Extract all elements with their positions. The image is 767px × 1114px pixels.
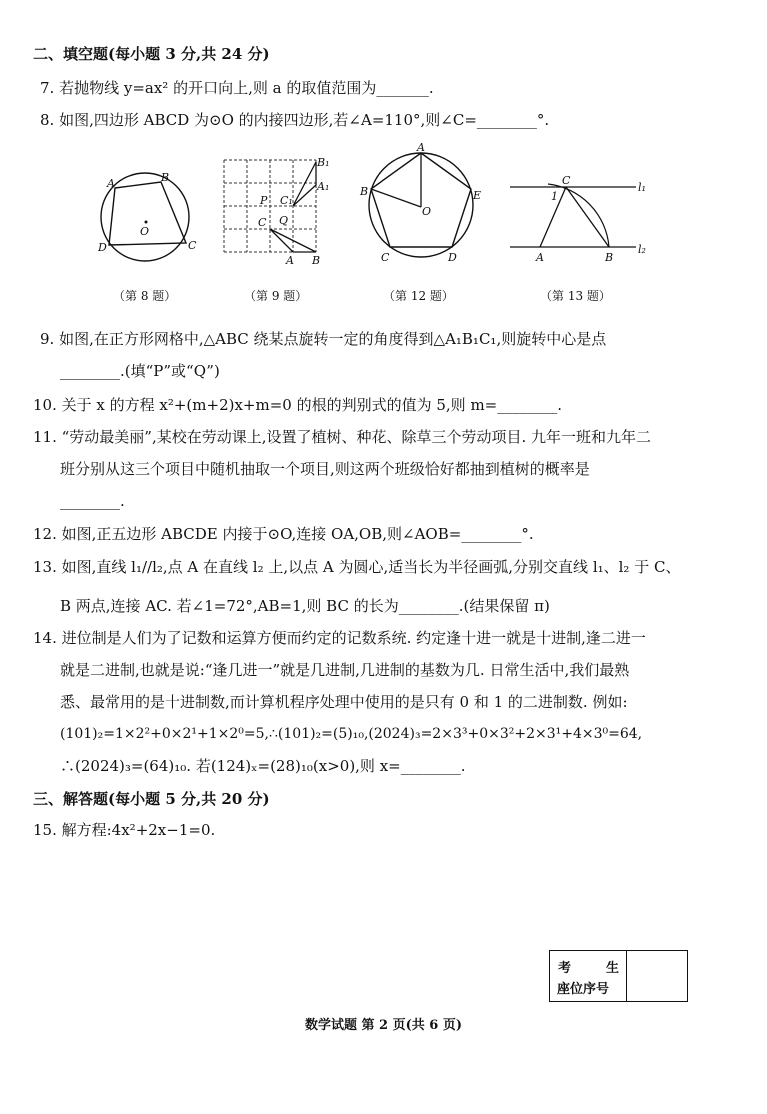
- fig9-label-q: Q: [279, 214, 289, 227]
- question-11-line1: 11. “劳动最美丽”,某校在劳动课上,设置了植树、种花、除草三个劳动项目. 九年一班和九年二: [33, 428, 652, 446]
- figure-13-caption: （第 13 题）: [540, 289, 611, 303]
- fig12-label-o: O: [422, 205, 432, 218]
- fig13-label-c: C: [562, 174, 571, 187]
- fig13-label-a: A: [536, 251, 544, 264]
- fig8-label-a: A: [107, 177, 115, 190]
- fig13-label-b: B: [605, 251, 614, 264]
- fig8-label-c: C: [188, 239, 197, 252]
- question-12: 12. 如图,正五边形 ABCDE 内接于⊙O,连接 OA,OB,则∠AOB=________°.: [33, 525, 534, 543]
- fig8-label-o: O: [140, 225, 150, 238]
- seat-label-number: 座位序号: [557, 982, 610, 997]
- figure-8: [93, 165, 203, 265]
- fig12-label-d: D: [448, 251, 457, 264]
- section3-title: 三、解答题(每小题 5 分,共 20 分): [33, 790, 270, 808]
- fig8-label-d: D: [98, 241, 107, 254]
- fig13-label-l2: l₂: [638, 243, 646, 256]
- question-14-line1: 14. 进位制是人们为了记数和运算方便而约定的记数系统. 约定逢十进一就是十进制,逢二进一: [33, 629, 646, 647]
- question-14-line4: (101)₂=1×2²+0×2¹+1×2⁰=5,∴(101)₂=(5)₁₀,(2024)₃=2×3³+0×3²+2×3¹+4×3⁰=64,: [60, 726, 643, 742]
- question-13-line1: 13. 如图,直线 l₁//l₂,点 A 在直线 l₂ 上,以点 A 为圆心,适当长为半径画弧,分别交直线 l₁、l₂ 于 C、: [33, 558, 681, 576]
- seat-label-sheng: 生: [606, 961, 620, 976]
- fig9-label-a1: A₁: [317, 180, 330, 193]
- fig9-label-b1: B₁: [317, 156, 330, 169]
- fig8-label-b: B: [161, 171, 170, 184]
- question-14-line5: ∴(2024)₃=(64)₁₀. 若(124)ₓ=(28)₁₀(x>0),则 x=________.: [60, 757, 466, 775]
- question-13-line2: B 两点,连接 AC. 若∠1=72°,AB=1,则 BC 的长为________.(结果保留 π): [60, 597, 550, 615]
- figure-9-caption: （第 9 题）: [244, 289, 308, 303]
- question-11-line3: ________.: [60, 492, 125, 510]
- question-9-line2: ________.(填“P”或“Q”): [60, 362, 220, 380]
- seat-label: [550, 951, 627, 1001]
- question-14-line2: 就是二进制,也就是说:“逢几进一”就是几进制,几进制的基数为几. 日常生活中,我们最熟: [60, 661, 630, 679]
- fig9-label-p: P: [260, 194, 268, 207]
- page-footer: 数学试题 第 2 页(共 6 页): [304, 1018, 463, 1033]
- question-9-line1: 9. 如图,在正方形网格中,△ABC 绕某点旋转一定的角度得到△A₁B₁C₁,则旋转中心是点: [40, 330, 607, 348]
- fig9-label-c1: C₁: [280, 194, 293, 207]
- figure-9: [216, 152, 341, 267]
- figure-8-caption: （第 8 题）: [113, 289, 177, 303]
- fig12-label-c: C: [381, 251, 390, 264]
- seat-number-box: [549, 950, 688, 1002]
- fig12-label-b: B: [360, 185, 369, 198]
- figure-12-caption: （第 12 题）: [383, 289, 454, 303]
- question-14-line3: 悉、最常用的是十进制数,而计算机程序处理中使用的是只有 0 和 1 的二进制数. 例如:: [60, 693, 628, 711]
- question-10: 10. 关于 x 的方程 x²+(m+2)x+m=0 的根的判别式的值为 5,则 m=________.: [33, 396, 563, 414]
- fig9-label-c: C: [258, 216, 267, 229]
- figure-12: [358, 140, 488, 265]
- question-11-line2: 班分别从这三个项目中随机抽取一个项目,则这两个班级恰好都抽到植树的概率是: [60, 460, 590, 478]
- question-7: 7. 若抛物线 y=ax² 的开口向上,则 a 的取值范围为_______.: [40, 79, 434, 97]
- fig13-label-l1: l₁: [638, 181, 646, 194]
- question-15: 15. 解方程:4x²+2x−1=0.: [33, 821, 216, 839]
- question-8: 8. 如图,四边形 ABCD 为⊙O 的内接四边形,若∠A=110°,则∠C=________°.: [40, 111, 550, 129]
- seat-label-kao: 考: [558, 961, 572, 976]
- fig9-label-b: B: [312, 254, 321, 267]
- figure-13: [506, 170, 661, 270]
- fig9-label-a: A: [286, 254, 294, 267]
- fig12-label-a: A: [417, 141, 425, 154]
- fig12-label-e: E: [473, 189, 482, 202]
- section2-title: 二、填空题(每小题 3 分,共 24 分): [33, 45, 270, 63]
- fig13-label-1: 1: [551, 190, 558, 203]
